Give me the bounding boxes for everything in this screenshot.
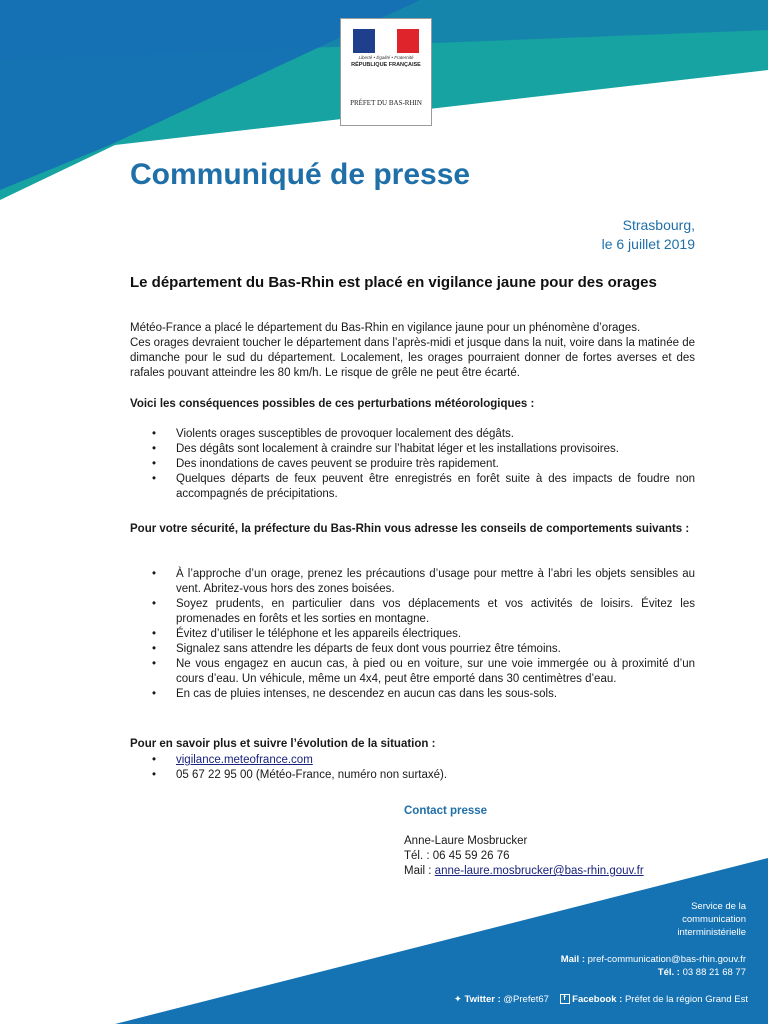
contact-mail (404, 864, 644, 879)
intro-paragraph (130, 321, 695, 381)
date: le 6 juillet 2019 (601, 236, 695, 252)
list-item: • À l’approche d’un orage, prenez les précautions d’usage pour mettre à l’abri les objets sensibles au vent. Abritez-vous hors des zones boisées. (130, 567, 695, 597)
service-line: interministérielle (677, 927, 746, 938)
list-item (130, 753, 695, 768)
facebook-page[interactable]: Préfet de la région Grand Est (622, 994, 748, 1005)
list-item: • Quelques départs de feux peuvent être enregistrés en forêt suite à des impacts de foudre non accompagnés de précipitations. (130, 472, 695, 502)
list-item: • En cas de pluies intenses, ne descendez en aucun cas dans les sous-sols. (130, 687, 695, 702)
contact-block (404, 834, 644, 879)
mail-label: Mail : (404, 865, 435, 877)
footer-tel (561, 966, 746, 979)
advice-list (130, 567, 695, 702)
place-date (602, 216, 695, 254)
service-line: communication (682, 914, 746, 925)
more-info-heading: Pour en savoir plus et suivre l’évolution de la situation : (130, 738, 436, 750)
prefecture-logo (340, 18, 432, 126)
footer-mail (561, 953, 746, 966)
footer-contact (561, 953, 746, 979)
facebook-label: Facebook : (572, 994, 623, 1005)
footer-tel-value: 03 88 21 68 77 (679, 967, 746, 978)
advice-heading: Pour votre sécurité, la préfecture du Bas-Rhin vous adresse les conseils de comportements suivants : (130, 523, 690, 535)
list-item: • Ne vous engagez en aucun cas, à pied ou en voiture, sur une voie immergée ou à proximité d’un cours d’eau. Un véhicule, même un 4x4, peut être emporté dans 30 centimètres d’eau. (130, 657, 695, 687)
twitter-icon: ✦ (453, 994, 462, 1005)
list-item: • Des dégâts sont localement à craindre sur l’habitat léger et les installations provisoires. (130, 442, 695, 457)
marianne-flag-icon (353, 29, 419, 53)
consequences-heading: Voici les conséquences possibles de ces perturbations météorologiques : (130, 398, 535, 410)
list-item: • Soyez prudents, en particulier dans vos déplacements et vos activités de loisirs. Évitez les promenades en forêts et les sorties en montagne. (130, 597, 695, 627)
facebook-icon: f (560, 994, 570, 1004)
footer-mail-label: Mail : (560, 954, 585, 965)
contact-mail-link[interactable]: anne-laure.mosbrucker@bas-rhin.gouv.fr (434, 865, 644, 877)
contact-name: Anne-Laure Mosbrucker (404, 835, 528, 847)
contact-phone: Tél. : 06 45 59 26 76 (404, 850, 510, 862)
service-line: Service de la (691, 901, 746, 912)
logo-republic: RÉPUBLIQUE FRANÇAISE (351, 62, 421, 68)
twitter-handle[interactable]: @Prefet67 (500, 994, 549, 1005)
list-item: • Des inondations de caves peuvent se produire très rapidement. (130, 457, 695, 472)
footer-mail-value[interactable]: pref-communication@bas-rhin.gouv.fr (584, 954, 746, 965)
consequences-list (130, 427, 695, 502)
list-item: • 05 67 22 95 00 (Météo-France, numéro non surtaxé). (130, 768, 695, 783)
list-item: • Signalez sans attendre les départs de feux dont vous pourriez être témoins. (130, 642, 695, 657)
city: Strasbourg, (622, 217, 695, 233)
logo-motto: Liberté • Égalité • Fraternité (358, 55, 414, 60)
footer-social (454, 994, 748, 1005)
footer-service (677, 900, 746, 939)
logo-prefect: PRÉFET DU BAS-RHIN (350, 99, 422, 107)
twitter-label: Twitter : (464, 994, 501, 1005)
contact-heading: Contact presse (404, 805, 488, 817)
more-info-list (130, 753, 695, 783)
intro-line-2: Ces orages devraient toucher le département dans l’après-midi et jusque dans la nuit, voire dans la matinée de dimanche pour le sud du département. Localement, les orages pourraient donner de fortes averses et des rafales pouvant atteindre les 80 km/h. Le risque de grêle ne peut être écarté. (130, 337, 695, 379)
meteofrance-link[interactable]: vigilance.meteofrance.com (176, 754, 313, 766)
headline: Le département du Bas-Rhin est placé en vigilance jaune pour des orages (130, 274, 657, 291)
page-title: Communiqué de presse (130, 158, 471, 191)
list-item: • Évitez d’utiliser le téléphone et les appareils électriques. (130, 627, 695, 642)
footer-tel-label: Tél. : (657, 967, 680, 978)
intro-line-1: Météo-France a placé le département du Bas-Rhin en vigilance jaune pour un phénomène d’orages. (130, 322, 641, 334)
list-item: • Violents orages susceptibles de provoquer localement des dégâts. (130, 427, 695, 442)
